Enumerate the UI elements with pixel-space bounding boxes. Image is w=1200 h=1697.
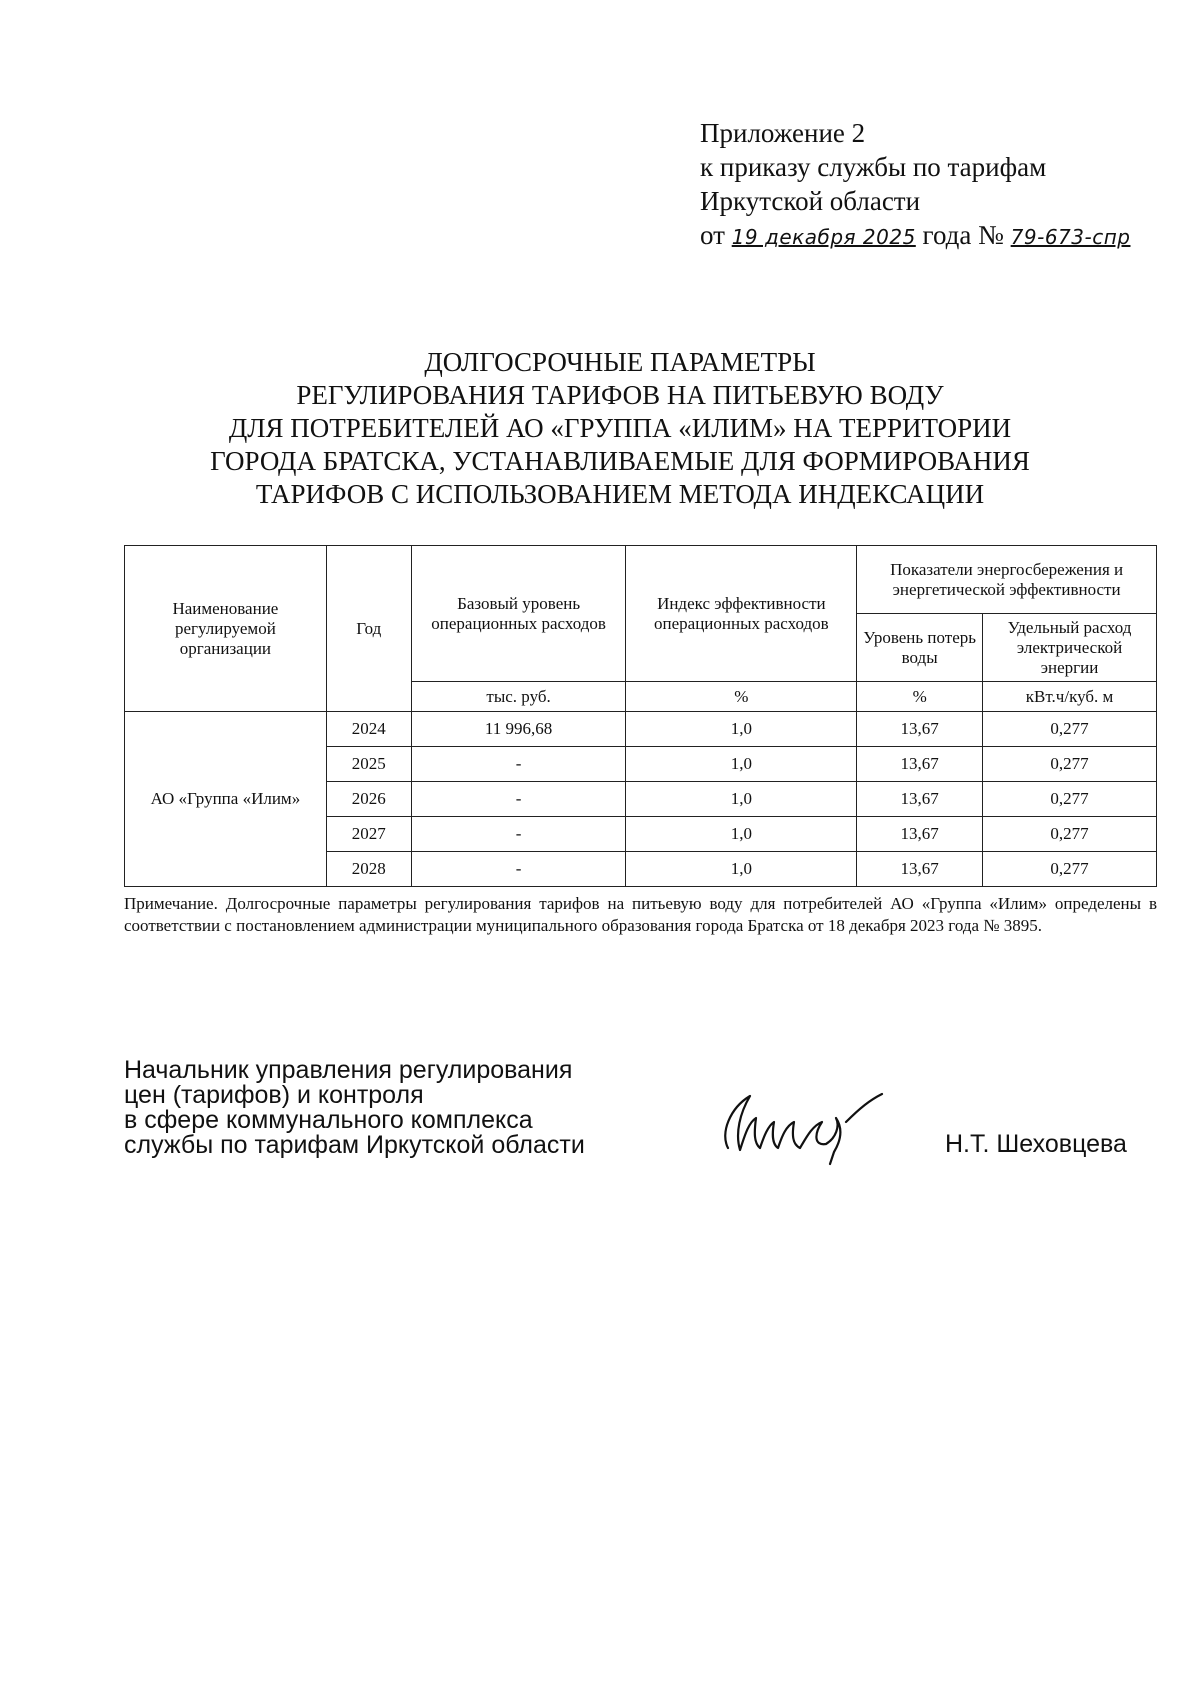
cell-water-losses: 13,67 (857, 747, 983, 782)
appendix-year-word: года № (922, 220, 1004, 250)
signer-position (124, 1058, 585, 1158)
cell-efficiency-index: 1,0 (626, 712, 857, 747)
document-title (180, 346, 1060, 511)
cell-base-level: - (411, 817, 626, 852)
header-water-losses: Уровень потерь воды (857, 614, 983, 682)
cell-year: 2027 (326, 817, 411, 852)
header-org: Наименование регулируемой организации (125, 546, 327, 712)
cell-water-losses: 13,67 (857, 817, 983, 852)
cell-efficiency-index: 1,0 (626, 852, 857, 887)
appendix-from-prefix: от (700, 220, 725, 250)
cell-base-level: - (411, 782, 626, 817)
table-note: Примечание. Долгосрочные параметры регулирования тарифов на питьевую воду для потребителей АО «Группа «Илим» определены в соответствии с постановлением администрации муниципального образования города Братска от 18 декабря 2023 года № 3895. (124, 894, 1157, 935)
handwritten-date: 19 декабря 2025 (731, 225, 916, 249)
cell-efficiency-index: 1,0 (626, 782, 857, 817)
cell-year: 2024 (326, 712, 411, 747)
header-efficiency-index: Индекс эффективности операционных расходов (626, 546, 857, 682)
appendix-line-1: Приложение 2 (700, 118, 866, 148)
header-energy-group: Показатели энергосбережения и энергетической эффективности (857, 546, 1157, 614)
header-base-level: Базовый уровень операционных расходов (411, 546, 626, 682)
cell-base-level: 11 996,68 (411, 712, 626, 747)
unit-water-losses: % (857, 682, 983, 712)
cell-year: 2028 (326, 852, 411, 887)
handwritten-order-number: 79-673-спр (1010, 225, 1131, 249)
cell-base-level: - (411, 747, 626, 782)
signer-line-1: Начальник управления регулирования (124, 1056, 573, 1084)
cell-water-losses: 13,67 (857, 782, 983, 817)
handwritten-signature-icon (710, 1078, 900, 1168)
cell-efficiency-index: 1,0 (626, 747, 857, 782)
organization-cell: АО «Группа «Илим» (125, 712, 327, 887)
appendix-header (700, 116, 1130, 254)
title-line-3: ДЛЯ ПОТРЕБИТЕЛЕЙ АО «ГРУППА «ИЛИМ» НА ТЕРРИТОРИИ (228, 413, 1012, 443)
appendix-line-4 (700, 218, 1130, 254)
cell-specific-consumption: 0,277 (983, 817, 1157, 852)
cell-water-losses: 13,67 (857, 712, 983, 747)
signer-name: Н.Т. Шеховцева (945, 1130, 1127, 1158)
table-row (125, 712, 1157, 747)
appendix-line-3: Иркутской области (700, 186, 921, 216)
signer-line-4: службы по тарифам Иркутской области (124, 1131, 585, 1159)
title-line-2: РЕГУЛИРОВАНИЯ ТАРИФОВ НА ПИТЬЕВУЮ ВОДУ (296, 380, 944, 410)
cell-efficiency-index: 1,0 (626, 817, 857, 852)
appendix-line-2: к приказу службы по тарифам (700, 152, 1047, 182)
cell-year: 2025 (326, 747, 411, 782)
signer-line-2: цен (тарифов) и контроля (124, 1081, 424, 1109)
cell-base-level: - (411, 852, 626, 887)
cell-year: 2026 (326, 782, 411, 817)
header-year: Год (326, 546, 411, 712)
unit-base-level: тыс. руб. (411, 682, 626, 712)
unit-efficiency-index: % (626, 682, 857, 712)
unit-specific-consumption: кВт.ч/куб. м (983, 682, 1157, 712)
signer-line-3: в сфере коммунального комплекса (124, 1106, 533, 1134)
cell-specific-consumption: 0,277 (983, 852, 1157, 887)
title-line-4: ГОРОДА БРАТСКА, УСТАНАВЛИВАЕМЫЕ ДЛЯ ФОРМИРОВАНИЯ (210, 446, 1030, 476)
cell-specific-consumption: 0,277 (983, 747, 1157, 782)
cell-specific-consumption: 0,277 (983, 782, 1157, 817)
cell-water-losses: 13,67 (857, 852, 983, 887)
title-line-1: ДОЛГОСРОЧНЫЕ ПАРАМЕТРЫ (424, 347, 816, 377)
parameters-table (124, 545, 1157, 887)
cell-specific-consumption: 0,277 (983, 712, 1157, 747)
title-line-5: ТАРИФОВ С ИСПОЛЬЗОВАНИЕМ МЕТОДА ИНДЕКСАЦИИ (255, 479, 985, 509)
header-specific-consumption: Удельный расход электрической энергии (983, 614, 1157, 682)
